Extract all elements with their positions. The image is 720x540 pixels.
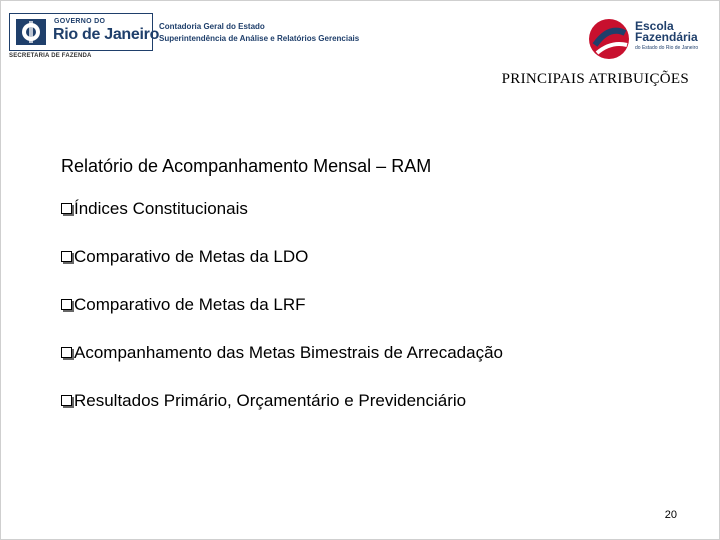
header-text <box>159 21 359 45</box>
checkbox-bullet-icon <box>61 299 72 310</box>
bullet-text: Comparativo de Metas da LDO <box>74 247 309 266</box>
list-item <box>61 343 503 391</box>
school-logo-line-2: Fazendária <box>635 30 698 44</box>
government-logo-small-text: GOVERNO DO <box>54 18 106 25</box>
bullet-list <box>61 199 503 439</box>
school-logo-text <box>635 21 698 51</box>
bullet-text: Comparativo de Metas da LRF <box>74 295 306 314</box>
government-logo-subtitle: SECRETARIA DE FAZENDA <box>9 53 92 59</box>
school-logo-line-1: Escola <box>635 19 674 33</box>
government-logo-box <box>9 13 160 51</box>
government-logo-name: Rio de Janeiro <box>53 26 160 43</box>
page-number: 20 <box>664 509 677 521</box>
checkbox-bullet-icon <box>61 251 72 262</box>
checkbox-bullet-icon <box>61 347 72 358</box>
section-label: PRINCIPAIS ATRIBUIÇÕES <box>501 71 689 87</box>
school-logo <box>585 15 705 69</box>
list-item <box>61 247 503 295</box>
header-line-1: Contadoria Geral do Estado <box>159 22 265 31</box>
list-item <box>61 391 503 439</box>
school-logo-subtitle: do Estado do Rio de Janeiro <box>635 45 699 51</box>
bullet-text: Índices Constitucionais <box>74 199 248 218</box>
bullet-text: Resultados Primário, Orçamentário e Previdenciário <box>74 391 467 410</box>
checkbox-bullet-icon <box>61 203 72 214</box>
government-logo <box>9 13 160 63</box>
header-line-2: Superintendência de Análise e Relatórios Gerenciais <box>159 34 360 43</box>
bullet-text: Acompanhamento das Metas Bimestrais de Arrecadação <box>74 343 504 362</box>
slide-title: Relatório de Acompanhamento Mensal – RAM <box>61 156 432 176</box>
checkbox-bullet-icon <box>61 395 72 406</box>
list-item <box>61 295 503 343</box>
list-item <box>61 199 503 247</box>
state-crest-icon <box>14 17 48 47</box>
school-logo-emblem-icon <box>585 15 633 63</box>
